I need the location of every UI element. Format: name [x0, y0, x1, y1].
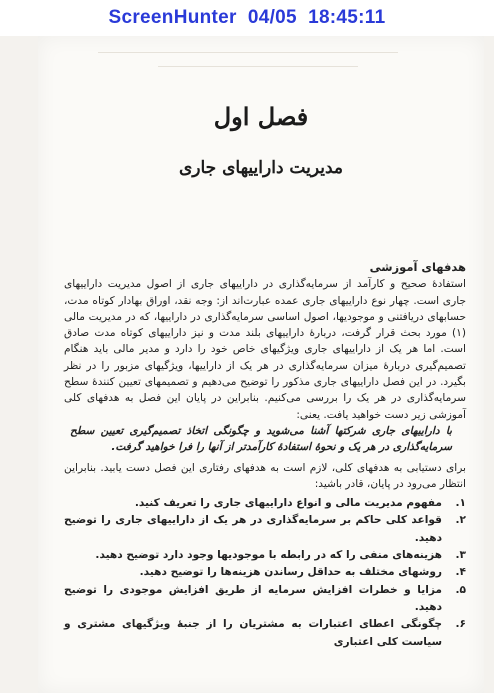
item-number: ۵. [455, 583, 466, 596]
objectives-heading: هدفهای آموزشی [369, 260, 466, 274]
list-item [64, 564, 466, 581]
list-item [64, 547, 466, 564]
chapter-body [64, 259, 466, 651]
screenhunter-banner [0, 0, 494, 36]
behavioral-objectives-paragraph: برای دستیابی به هدفهای کلی، لازم است به هدفهای رفتاری این فصل دست یابید. بنابراین انتظار می‌رود در پایان، قادر باشید: [64, 461, 466, 490]
book-page [38, 36, 484, 693]
chapter-title: فصل اول [213, 102, 309, 131]
banner-text: ScreenHunter 04/05 18:45:11 [108, 7, 386, 28]
item-text: مفهوم مدیریت مالی و انواع داراییهای جاری را تعریف کنید. [134, 497, 442, 510]
item-text: روشهای مختلف به حداقل رساندن هزینه‌ها را توضیح دهید. [139, 566, 442, 579]
item-text: قواعد کلی حاکم بر سرمایه‌گذاری در هر یک از داراییهای جاری را توضیح دهید. [64, 514, 442, 544]
item-text: هزینه‌های منفی را که در رابطه با موجودیها وجود دارد توضیح دهید. [95, 549, 442, 562]
chapter-subtitle: مدیریت داراییهای جاری [178, 158, 343, 178]
item-number: ۲. [455, 514, 466, 527]
bleed-through-line [158, 66, 358, 67]
list-item [64, 512, 466, 547]
item-number: ۱. [455, 497, 466, 510]
list-item [64, 582, 466, 617]
item-text: مزایا و خطرات افزایش سرمایه از طریق افزایش موجودی را توضیح دهید. [64, 583, 442, 613]
bleed-through-line [98, 52, 398, 53]
item-number: ۶. [455, 618, 466, 631]
objectives-list [64, 495, 466, 651]
item-number: ۳. [455, 549, 466, 562]
item-text: چگونگی اعطای اعتبارات به مشتریان را از جنبهٔ ویژگیهای مشتری و سیاست کلی اعتباری [64, 618, 442, 648]
intro-paragraph: استفادهٔ صحیح و کارآمد از سرمایه‌گذاری در داراییهای جاری از اصول مدیریت داراییهای جاری است. چهار نوع داراییهای جاری عمده عبارت‌اند از: وجه نقد، اوراق بهادار کوتاه مدت، حسابهای دریافتنی و موجودیها، اصول اساسی سرمایه‌گذاری در داراییها، که در مدیریت مالی (۱) مورد بحث قرار گرفت، دربارهٔ داراییهای بلند مدت و نیز داراییهای کوتاه مدت صادق است. اما هر یک از داراییهای جاری ویژگیهای خاص خود را دارد و مدیر مالی باید هنگام تصمیم‌گیری دربارهٔ میزان سرمایه‌گذاری در هر یک از داراییها، ویژگیهای مزبور را در نظر بگیرد. در این فصل داراییهای جاری مذکور را توضیح می‌دهیم و تصمیمهای تعیین کنندهٔ سطح سرمایه‌گذاری در هر یک را بررسی می‌کنیم. بنابراین در پایان این فصل به هدفهای کلی آموزشی زیر دست خواهید یافت. یعنی: [64, 278, 466, 421]
list-item [64, 616, 466, 651]
general-objective-quote: با داراییهای جاری شرکتها آشنا می‌شوید و چگونگی اتخاذ تصمیم‌گیری تعیین سطح سرمایه‌گذاری در هر یک و نحوهٔ استفادهٔ کارآمدتر از آنها را فرا خواهید گرفت. [70, 424, 452, 454]
item-number: ۴. [455, 566, 466, 579]
list-item [64, 495, 466, 512]
